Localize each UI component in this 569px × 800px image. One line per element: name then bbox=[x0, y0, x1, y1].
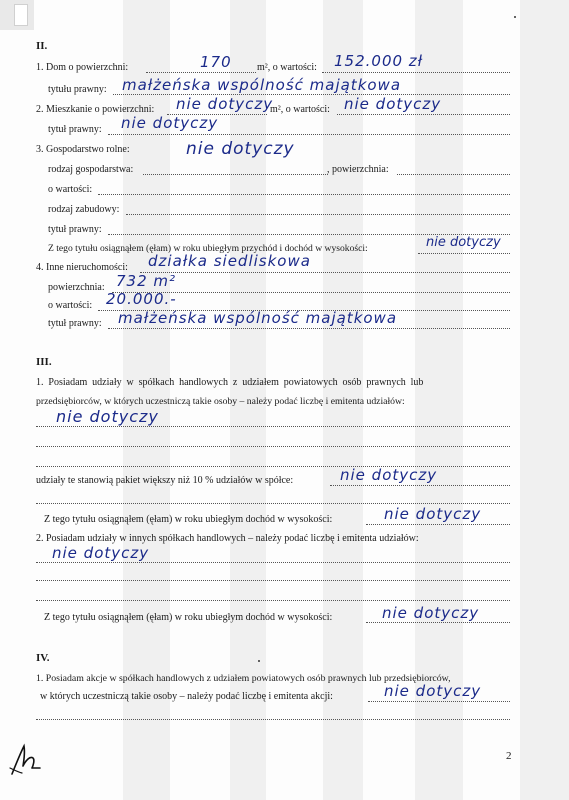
label: powierzchnia: bbox=[48, 282, 105, 293]
fill-line bbox=[140, 272, 510, 273]
handwritten-value: 20.000.- bbox=[106, 290, 177, 308]
label: m², o wartości: bbox=[257, 62, 317, 73]
label: Z tego tytułu osiągnąłem (ęłam) w roku ubiegłym dochód w wysokości: bbox=[44, 514, 333, 525]
fill-line bbox=[36, 600, 510, 601]
label: rodzaj gospodarstwa: bbox=[48, 164, 134, 175]
label: rodzaj zabudowy: bbox=[48, 204, 120, 215]
handwritten-value: nie dotyczy bbox=[384, 682, 482, 700]
section-heading: II. bbox=[36, 40, 48, 52]
fill-line bbox=[418, 253, 510, 254]
fill-line bbox=[397, 174, 510, 175]
handwritten-value: działka siedliskowa bbox=[148, 252, 311, 270]
label: Z tego tytułu osiągnąłem (ęłam) w roku ubiegłym dochód w wysokości: bbox=[44, 612, 333, 623]
label: tytuł prawny: bbox=[48, 318, 102, 329]
handwritten-value: nie dotyczy bbox=[186, 139, 295, 159]
handwritten-value: nie dotyczy bbox=[121, 114, 219, 132]
fill-line bbox=[36, 719, 510, 720]
label: , powierzchnia: bbox=[327, 164, 389, 175]
label: o wartości: bbox=[48, 300, 93, 311]
fill-line bbox=[36, 466, 510, 467]
fill-line bbox=[368, 701, 510, 702]
handwritten-value: nie dotyczy bbox=[52, 544, 150, 562]
fill-line bbox=[337, 114, 510, 115]
handwritten-value: nie dotyczy bbox=[344, 95, 442, 113]
handwritten-value: 732 m² bbox=[116, 272, 177, 290]
paragraph-line: 1. Posiadam udziały w spółkach handlowych z udziałem powiatowych osób prawnych lub bbox=[36, 377, 424, 388]
paragraph-line: 1. Posiadam akcje w spółkach handlowych z udziałem powiatowych osób prawnych lub przedsiębiorców, bbox=[36, 673, 451, 684]
fill-line bbox=[143, 174, 328, 175]
label: 1. Dom o powierzchni: bbox=[36, 62, 129, 73]
label: tytuł prawny: bbox=[48, 224, 102, 235]
fill-line bbox=[366, 622, 510, 623]
handwritten-value: nie dotyczy bbox=[56, 407, 159, 426]
fill-line bbox=[36, 426, 510, 427]
handwritten-value: nie dotyczy bbox=[176, 95, 274, 113]
label: 2. Mieszkanie o powierzchni: bbox=[36, 104, 155, 115]
handwritten-value: nie dotyczy bbox=[340, 466, 438, 484]
handwritten-value: małżeńska wspólność majątkowa bbox=[122, 76, 402, 94]
paragraph-line: przedsiębiorców, w których uczestniczą takie osoby – należy podać liczbę i emitenta udziałów: bbox=[36, 396, 405, 407]
fill-line bbox=[36, 562, 510, 563]
fill-line bbox=[108, 328, 510, 329]
fill-line bbox=[36, 503, 510, 504]
label: m², o wartości: bbox=[270, 104, 330, 115]
label: tytuł prawny: bbox=[48, 124, 102, 135]
handwritten-value: 152.000 zł bbox=[334, 52, 423, 70]
fill-line bbox=[36, 446, 510, 447]
handwritten-value: nie dotyczy bbox=[384, 505, 482, 523]
label: 4. Inne nieruchomości: bbox=[36, 262, 128, 273]
fill-line bbox=[126, 214, 510, 215]
page-number: 2 bbox=[506, 750, 512, 762]
fill-line bbox=[146, 72, 256, 73]
fill-line bbox=[98, 194, 510, 195]
handwritten-value: małżeńska wspólność majątkowa bbox=[118, 309, 398, 327]
paragraph-line: 2. Posiadam udziały w innych spółkach handlowych – należy podać liczbę i emitenta udziałów: bbox=[36, 533, 419, 544]
label: Z tego tytułu osiągnąłem (ęłam) w roku ubiegłym przychód i dochód w wysokości: bbox=[48, 243, 368, 254]
fill-line bbox=[330, 485, 510, 486]
handwritten-value: nie dotyczy bbox=[426, 235, 501, 250]
fill-line bbox=[366, 524, 510, 525]
signature-initials bbox=[6, 738, 46, 778]
fill-line bbox=[322, 72, 510, 73]
label: o wartości: bbox=[48, 184, 93, 195]
section-heading: III. bbox=[36, 356, 52, 368]
label: tytułu prawny: bbox=[48, 84, 107, 95]
section-heading: IV. bbox=[36, 652, 50, 664]
paragraph-line: w których uczestniczą takie osoby – należy podać liczbę i emitenta akcji: bbox=[40, 691, 333, 702]
fill-line bbox=[108, 134, 510, 135]
handwritten-value: 170 bbox=[200, 53, 232, 71]
handwritten-value: nie dotyczy bbox=[382, 604, 480, 622]
fill-line bbox=[113, 94, 510, 95]
fill-line bbox=[36, 580, 510, 581]
label: 3. Gospodarstwo rolne: bbox=[36, 144, 130, 155]
label: udziały te stanowią pakiet większy niż 10 % udziałów w spółce: bbox=[36, 475, 294, 486]
